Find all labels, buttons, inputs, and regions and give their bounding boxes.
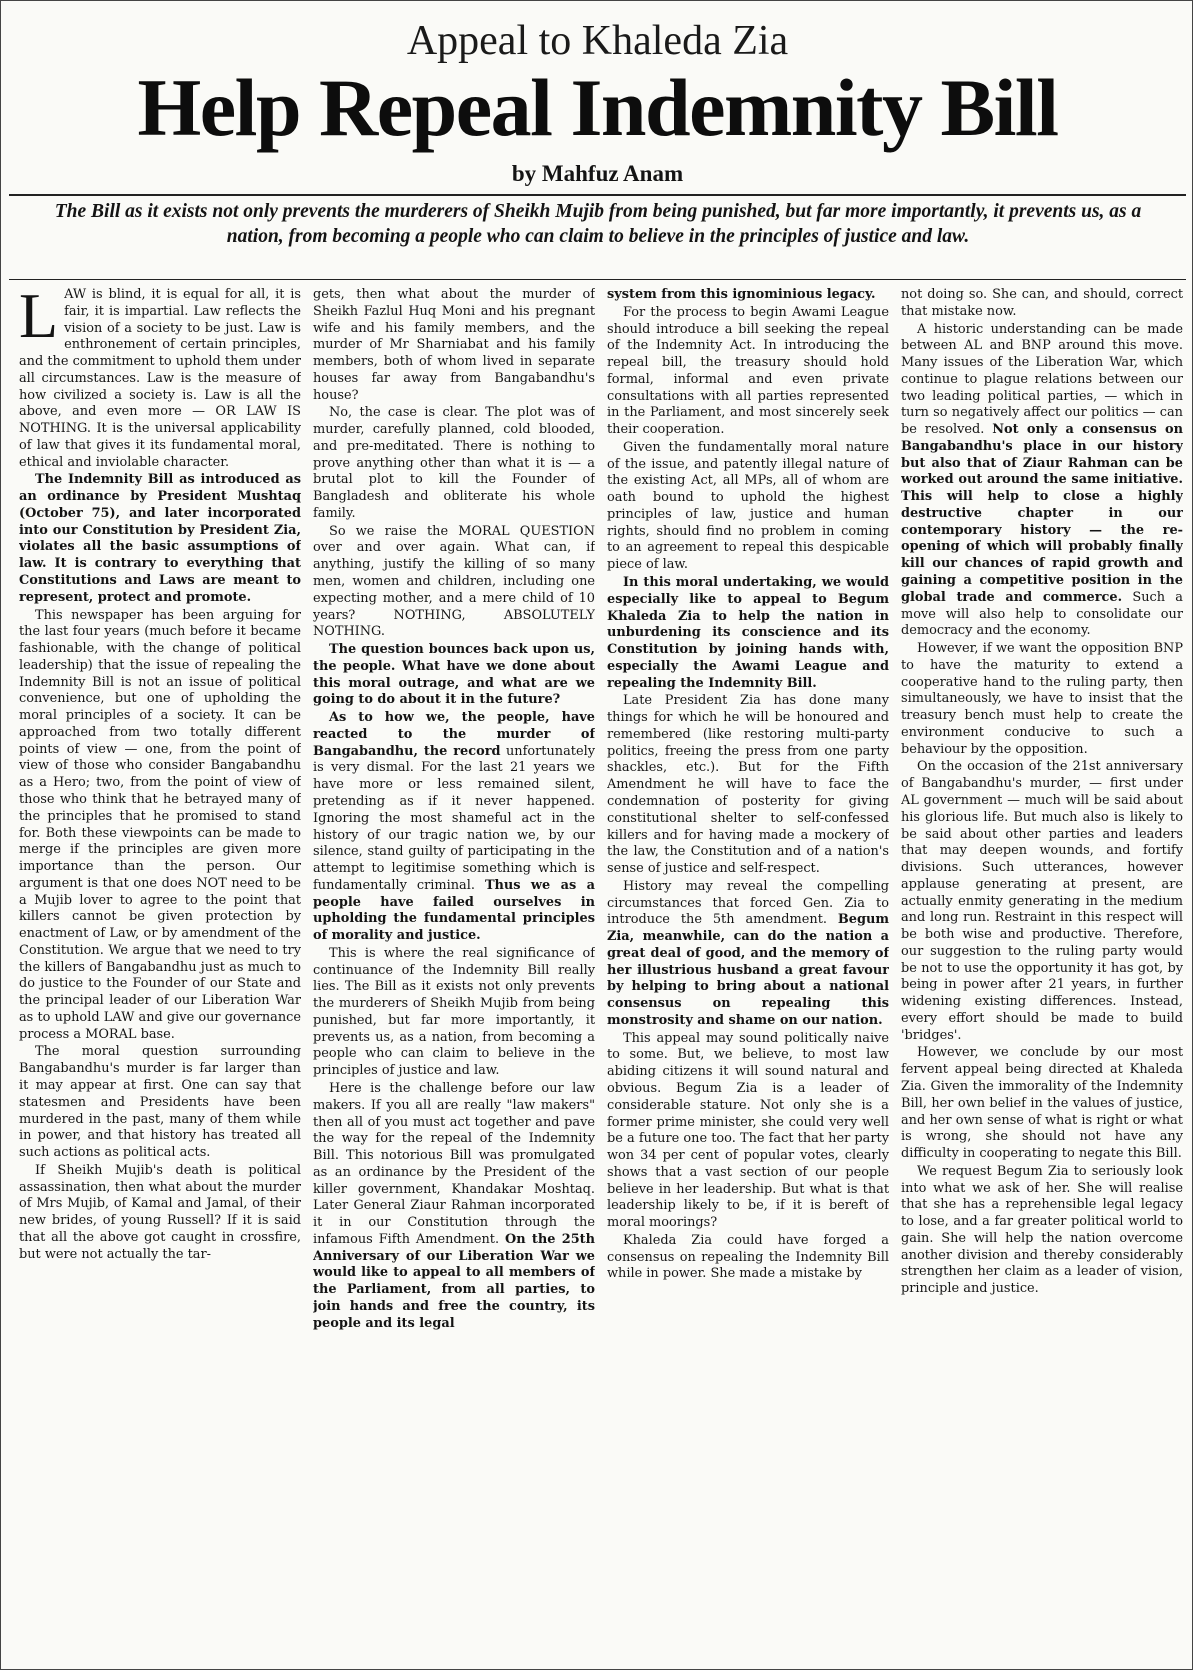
- paragraph: Khaleda Zia could have forged a consensus on repealing the Indemnity Bill while in power. She made a mistake by: [607, 1232, 889, 1282]
- paragraph: No, the case is clear. The plot was of murder, carefully planned, cold blooded, and pre-meditated. There is nothing to prove anything other than what it is — a brutal plot to kill the Founder of Bangladesh and obliterate his whole family.: [313, 405, 595, 521]
- headline: Help Repeal Indemnity Bill: [137, 62, 1058, 153]
- bold-text: In this moral undertaking, we would especially like to appeal to Begum Khaleda Zia to help the nation in unburdening its conscience and its Constitution by joining hands with, especially the Awami League and repealing the Indemnity Bill.: [607, 575, 889, 691]
- divider: [9, 194, 1186, 196]
- paragraph: For the process to begin Awami League should introduce a bill seeking the repeal of the Indemnity Act. In introducing the repeal bill, the treasury should hold formal, informal and even private consultations with all parties represented in the Parliament, and most sincerely seek their cooperation.: [607, 304, 889, 438]
- column-2: [313, 287, 595, 1665]
- paragraph: We request Begum Zia to seriously look into what we ask of her. She will realise that she has a reprehensible legal legacy to lose, and a far greater political world to gain. She will help the nation overcome another division and thereby considerably strengthen her claim as a leader of vision, principle and justice.: [901, 1163, 1183, 1297]
- paragraph: [901, 322, 1183, 641]
- paragraph-text: Such a move will also help to consolidate our democracy and the economy.: [901, 589, 1183, 639]
- paragraph-text: Here is the challenge before our law makers. If you all are really "law makers" then all of you must act together and pave the way for the repeal of the Indemnity Bill. This notorious Bill was promulgated as an ordinance by the President of the killer government, Khandakar Moshtaq. Later General Ziaur Rahman incorporated it in our Constitution through the infamous Fifth Amendment.: [313, 1080, 595, 1247]
- paragraph: This appeal may sound politically naive to some. But, we believe, to most law abiding citizens it will sound natural and obvious. Begum Zia is a leader of considerable stature. Not only she is a former prime minister, she could very well be a future one too. The fact that her party won 34 per cent of popular votes, clearly shows that a vast section of our people believe in her leadership. But what is that leadership likely to be, if it is bereft of moral moorings?: [607, 1030, 889, 1231]
- paragraph: [19, 287, 301, 471]
- paragraph: This newspaper has been arguing for the last four years (much before it became fashionable, with the change of political leadership) that the issue of repealing the Indemnity Bill is not an issue of political convenience, but one of upholding the moral principles of a society. It can be approached from two totally different points of view — one, from the point of view of those who consider Bangabandhu as a Hero; two, from the point of view of those who think that he betrayed many of the principles that he promised to stand for. Both these viewpoints can be made to merge if the principles are given more importance than the person. Our argument is that one does NOT need to be a Mujib lover to agree to the point that killers cannot be given protection by enactment of Law, or by amendment of the Constitution. We argue that we need to try the killers of Bangabandhu just as much to do justice to the Founder of our State and the principal leader of our Liberation War as to uphold LAW and give our governance process a MORAL base.: [19, 607, 301, 1042]
- paragraph: So we raise the MORAL QUESTION over and over again. What can, if anything, justify the killing of so many men, women and children, including one expecting mother, and a mere child of 10 years? NOTHING, ABSOLUTELY NOTHING.: [313, 523, 595, 640]
- paragraph-text: History may reveal the compelling circumstances that forced Gen. Zia to introduce the 5th amendment.: [607, 878, 889, 928]
- drop-cap: L: [19, 287, 59, 351]
- paragraph: Given the fundamentally moral nature of the issue, and patently illegal nature of the existing Act, all MPs, all of whom are oath bound to uphold the highest principles of law, justice and human rights, should find no problem in coming to an agreement to repeal this despicable piece of law.: [607, 439, 889, 573]
- bold-text: Thus we as a people have failed ourselves in upholding the fundamental principles of morality and justice.: [313, 877, 595, 944]
- paragraph: not doing so. She can, and should, correct that mistake now.: [901, 287, 1183, 319]
- bold-text: Not only a consensus on Bangabandhu's place in our history but also that of Ziaur Rahman can be worked out around the same initiative. This will help to close a highly destructive chapter in our contemporary history — the re-opening of which will probably finally kill our chances of rapid growth and gaining a competitive position in the global trade and commerce.: [901, 422, 1183, 605]
- column-4: [901, 287, 1183, 1665]
- column-1: [19, 287, 301, 1665]
- article-body: [19, 287, 1183, 1665]
- paragraph: [313, 710, 595, 945]
- paragraph: Late President Zia has done many things for which he will be honoured and remembered (like restoring multi-party politics, freeing the press from one party shackles, etc.). But for the Fifth Amendment he will have to face the condemnation of posterity for giving constitutional shelter to self-confessed killers and for having made a mockery of the law, the Constitution and of a nation's sense of justice and self-respect.: [607, 693, 889, 877]
- paragraph: [313, 1081, 595, 1332]
- paragraph: [19, 472, 301, 606]
- column-3: [607, 287, 889, 1665]
- paragraph: [607, 879, 889, 1030]
- paragraph: [313, 642, 595, 709]
- deck: The Bill as it exists not only prevents the murderers of Sheikh Mujib from being punished, but far more importantly, it prevents us, as a nation, from becoming a people who can claim to believe in the principles of justice and law.: [54, 201, 1142, 248]
- paragraph: However, if we want the opposition BNP to have the maturity to extend a cooperative hand to the ruling party, then simultaneously, we have to insist that the treasury bench must help to create the environment conducive to such a behaviour by the opposition.: [901, 641, 1183, 757]
- paragraph: This is where the real significance of continuance of the Indemnity Bill really lies. The Bill as it exists not only prevents the murderers of Sheikh Mujib from being punished, but far more importantly, it prevents us, as a nation, from becoming a people who can claim to believe in the principles of justice and law.: [313, 945, 595, 1079]
- paragraph-text: unfortunately is very dismal. For the last 21 years we have more or less remained silent, pretending as if it never happened. Ignoring the most shameful act in the history of our tragic nation we, by our silence, stand guilty of participating in the attempt to legitimise something which is fundamentally criminal.: [313, 743, 595, 893]
- bold-text: The question bounces back upon us, the people. What have we done about this moral outrage, and what are we going to do about it in the future?: [313, 642, 595, 708]
- kicker: Appeal to Khaleda Zia: [406, 18, 789, 64]
- paragraph: The moral question surrounding Bangabandhu's murder is far larger than it may appear at first. One can say that statesmen and Presidents have been murdered in the past, many of them while in power, and that history has treated all such actions as political acts.: [19, 1044, 301, 1161]
- paragraph: If Sheikh Mujib's death is political assassination, then what about the murder of Mrs Mujib, of Kamal and Jamal, of their new brides, of young Russell? If it is said that all the above got caught in crossfire, but were not actually the tar-: [19, 1162, 301, 1262]
- paragraph: However, we conclude by our most fervent appeal being directed at Khaleda Zia. Given the immorality of the Indemnity Bill, her own belief in the values of justice, and her own sense of what is right or what is wrong, she should not have any difficulty in cooperating to negate this Bill.: [901, 1045, 1183, 1162]
- paragraph: [607, 575, 889, 692]
- bold-text: On the 25th Anniversary of our Liberation War we would like to appeal to all members of the Parliament, from all parties, to join hands and free the country, its people and its legal: [313, 1231, 595, 1331]
- paragraph: gets, then what about the murder of Sheikh Fazlul Huq Moni and his pregnant wife and his family members, and the murder of Mr Sharniabat and his family members, both of whom lived in separate houses far away from Bangabandhu's house?: [313, 287, 595, 403]
- paragraph: On the occasion of the 21st anniversary of Bangabandhu's murder, — first under AL government — much will be said about his glorious life. But much also is likely to be said about other parties and leaders that may deepen wounds, and fortify divisions. Such utterances, however applause generating at present, are actually enmity generating in the medium and long run. Restraint in this respect will be both wise and productive. Therefore, our suggestion to the ruling party would be not to use the opportunity it has got, by being in power after 21 years, in further widening existing differences. Instead, every effort should be made to build 'bridges'.: [901, 759, 1183, 1043]
- byline: by Mahfuz Anam: [511, 161, 684, 186]
- paragraph-text: AW is blind, it is equal for all, it is fair, it is impartial. Law reflects the vision of a society to be just. Law is enthronement of certain principles, and the commitment to uphold them under all circumstances. Law is the measure of how civilized a society is. Law is all the above, and even more — OR LAW IS NOTHING. It is the universal applicability of law that gives it its fundamental moral, ethical and inviolable character.: [19, 287, 301, 470]
- bold-text: Begum Zia, meanwhile, can do the nation a great deal of good, and the memory of her illustrious husband a great favour by helping to bring about a national consensus on repealing this monstrosity and shame on our nation.: [607, 912, 889, 1028]
- bold-text: As to how we, the people, have reacted to the murder of Bangabandhu, the record: [313, 710, 595, 759]
- paragraph: [607, 287, 889, 304]
- divider: [9, 279, 1186, 280]
- bold-text: The Indemnity Bill as introduced as an ordinance by President Mushtaq (October 75), and later incorporated into our Constitution by President Zia, violates all the basic assumptions of law. It is contrary to everything that Constitutions and Laws are meant to represent, protect and promote.: [19, 472, 301, 605]
- paragraph-text: A historic understanding can be made between AL and BNP around this move. Many issues of the Liberation War, which continue to plague relations between our two leading political parties, — which in turn so negatively affect our politics — can be resolved.: [901, 321, 1183, 438]
- bold-text: system from this ignominious legacy.: [607, 287, 876, 302]
